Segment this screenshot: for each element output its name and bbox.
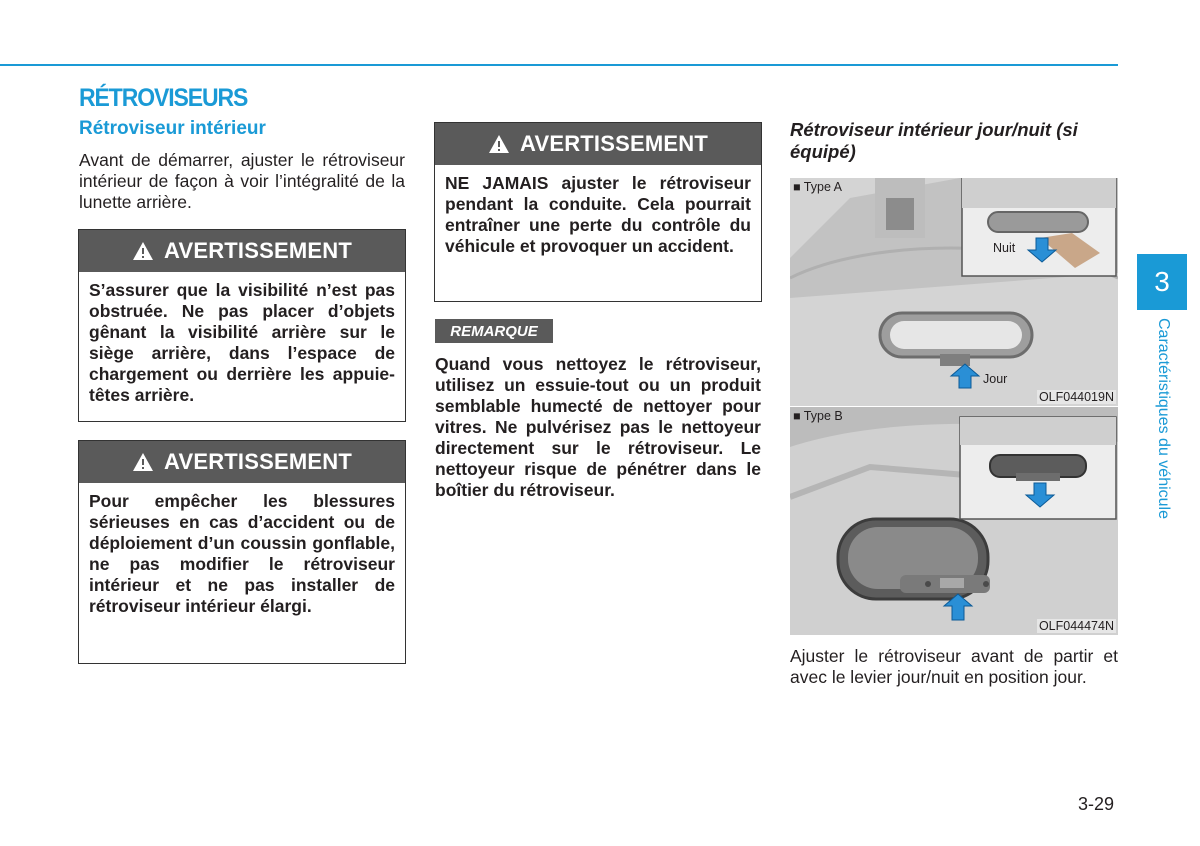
chapter-title: Caractéristiques du véhicule [1155,318,1172,519]
section-title: RÉTROVISEURS [79,84,248,112]
warning-triangle-icon [488,134,510,154]
warning-box-visibility [78,229,406,422]
header-rule [0,64,1118,66]
figure-type-b [790,407,1118,635]
warning-header [79,230,405,272]
mirror-type-a-illustration [790,178,1118,406]
remark-text: Quand vous nettoyez le rétroviseur, utilisez un essuie-tout ou un produit semblable humecté de nettoyer pour vitres. Ne pulvérisez pas le nettoyeur directement sur le rétroviseur. Le nettoyeur risque de pénétrer dans le boîtier du rétroviseur. [435,354,761,500]
mirror-type-b-illustration [790,407,1118,635]
warning-header [435,123,761,165]
type-b-label: ■ Type B [793,409,843,423]
remark-label: REMARQUE [435,319,553,343]
warning-triangle-icon [132,452,154,472]
figure-a-code: OLF044019N [1038,390,1114,404]
page-number: 3-29 [1078,794,1115,814]
warning-box-driving [434,122,762,302]
warning-title: AVERTISSEMENT [164,238,352,263]
night-label: Nuit [993,241,1016,255]
chapter-tab: 3 [1137,254,1187,310]
warning-title: AVERTISSEMENT [164,449,352,474]
subheading: Rétroviseur intérieur [79,118,266,139]
figure-type-a [790,178,1118,406]
warning-title: AVERTISSEMENT [520,131,708,156]
warning-text: Pour empêcher les blessures sérieuses en cas d’accident ou de déploiement d’un coussin gonflable, ne pas modifier le rétroviseur intérieur et ne pas installer de rétroviseur intérieur élargi. [89,491,395,616]
day-label: Jour [983,372,1008,386]
figure-caption: Ajuster le rétroviseur avant de partir et avec le levier jour/nuit en position jour. [790,646,1118,687]
type-a-label: ■ Type A [793,180,843,194]
intro-paragraph: Avant de démarrer, ajuster le rétroviseur intérieur de façon à voir l’intégralité de la lunette arrière. [79,150,405,212]
warning-text: S’assurer que la visibilité n’est pas obstruée. Ne pas placer d’objets gênant la visibilité arrière sur le siège arrière, dans l’espace de chargement ou derrière les appuie-têtes arrière. [89,280,395,405]
figure-section-title: Rétroviseur intérieur jour/nuit (si équipé) [790,119,1078,162]
figure-b-code: OLF044474N [1038,619,1114,633]
warning-triangle-icon [132,241,154,261]
warning-text: NE JAMAIS ajuster le rétroviseur pendant la conduite. Cela pourrait entraîner une perte du contrôle du véhicule et provoquer un accident. [445,173,751,256]
warning-box-airbag [78,440,406,664]
warning-header [79,441,405,483]
